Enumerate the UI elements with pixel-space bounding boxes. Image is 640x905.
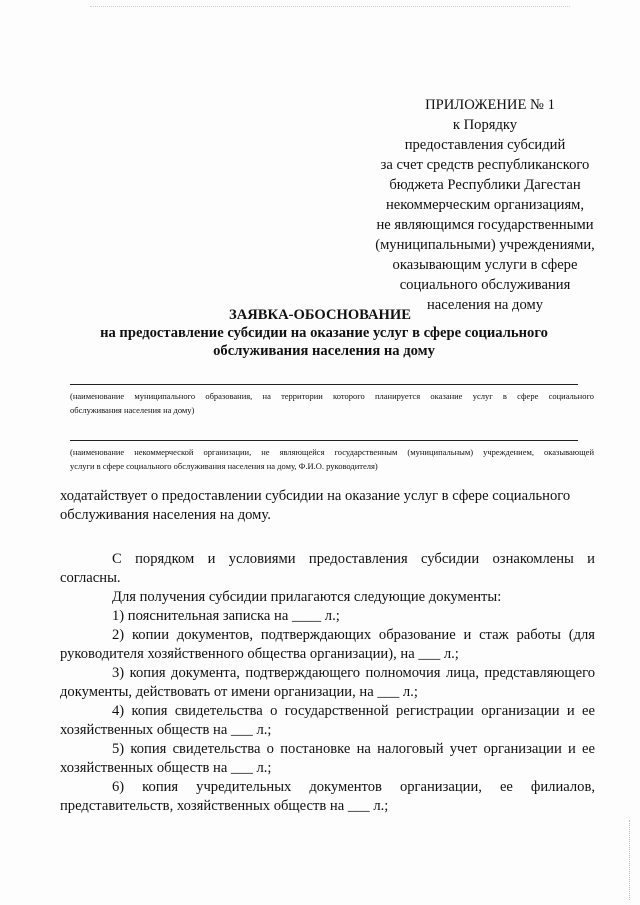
document-item-6: 6) копия учредительных документов организации, ее филиалов, представительств, хозяйственных обществ на ___ л.; — [60, 779, 595, 814]
title-heading: ЗАЯВКА-ОБОСНОВАНИЕ — [229, 307, 411, 323]
title-subtitle-2: обслуживания населения на дому — [213, 343, 435, 359]
appendix-line: бюджета Республики Дагестан — [389, 177, 581, 193]
document-item-3: 3) копия документа, подтверждающего полномочия лица, представляющего документы, действовать от имени организации, на ___ л.; — [60, 665, 595, 700]
appendix-line: населения на дому — [426, 297, 544, 313]
organization-caption-cont: услуги в сфере социального обслуживания населения на дому, Ф.И.О. руководителя) — [70, 461, 378, 471]
document-item-2: 2) копии документов, подтверждающих образование и стаж работы (для руководителя хозяйственного общества организации), на ___ л.; — [60, 627, 595, 662]
municipality-caption-cont: обслуживания населения на дому) — [70, 405, 195, 415]
municipality-blank-line — [70, 384, 578, 385]
scan-artifact-edge — [629, 820, 632, 900]
document-item-4: 4) копия свидетельства о государственной регистрации организации и ее хозяйственных обществ на ___ л.; — [60, 703, 595, 738]
appendix-line: социального обслуживания — [399, 277, 571, 293]
appendix-line: предоставления субсидий — [404, 137, 566, 153]
organization-blank-line — [70, 440, 578, 441]
documents-intro: Для получения субсидии прилагаются следующие документы: — [112, 589, 502, 605]
appendix-line: за счет средств республиканского — [380, 157, 590, 173]
body-paragraph-consent: С порядком и условиями предоставления субсидии ознакомлены и согласны. — [60, 551, 595, 586]
appendix-line: некоммерческим организациям, — [385, 197, 585, 213]
appendix-line: к Порядку — [452, 117, 518, 133]
municipality-caption: (наименование муниципального образования, на территории которого планируется оказание услуг в сфере социального — [70, 391, 594, 401]
scan-artifact — [90, 6, 570, 11]
document-item-5: 5) копия свидетельства о постановке на налоговый учет организации и ее хозяйственных обществ на ___ л.; — [60, 741, 595, 776]
document-item-1: 1) пояснительная записка на ____ л.; — [112, 608, 340, 624]
document-title — [40, 306, 600, 360]
title-subtitle-1: на предоставление субсидии на оказание услуг в сфере социального — [100, 325, 548, 341]
appendix-line: (муниципальными) учреждениями, — [375, 237, 595, 253]
appendix-line: не являющимся государственными — [376, 217, 594, 233]
organization-caption: (наименование некоммерческой организации, не являющейся государственным (муниципальным) учреждением, оказывающей — [70, 447, 594, 457]
appendix-number: ПРИЛОЖЕНИЕ № 1 — [425, 97, 555, 113]
appendix-line: оказывающим услуги в сфере — [392, 257, 578, 273]
petition-paragraph: ходатайствует о предоставлении субсидии на оказание услуг в сфере социального обслуживания населения на дому. — [60, 488, 571, 523]
appendix-header — [340, 95, 630, 315]
